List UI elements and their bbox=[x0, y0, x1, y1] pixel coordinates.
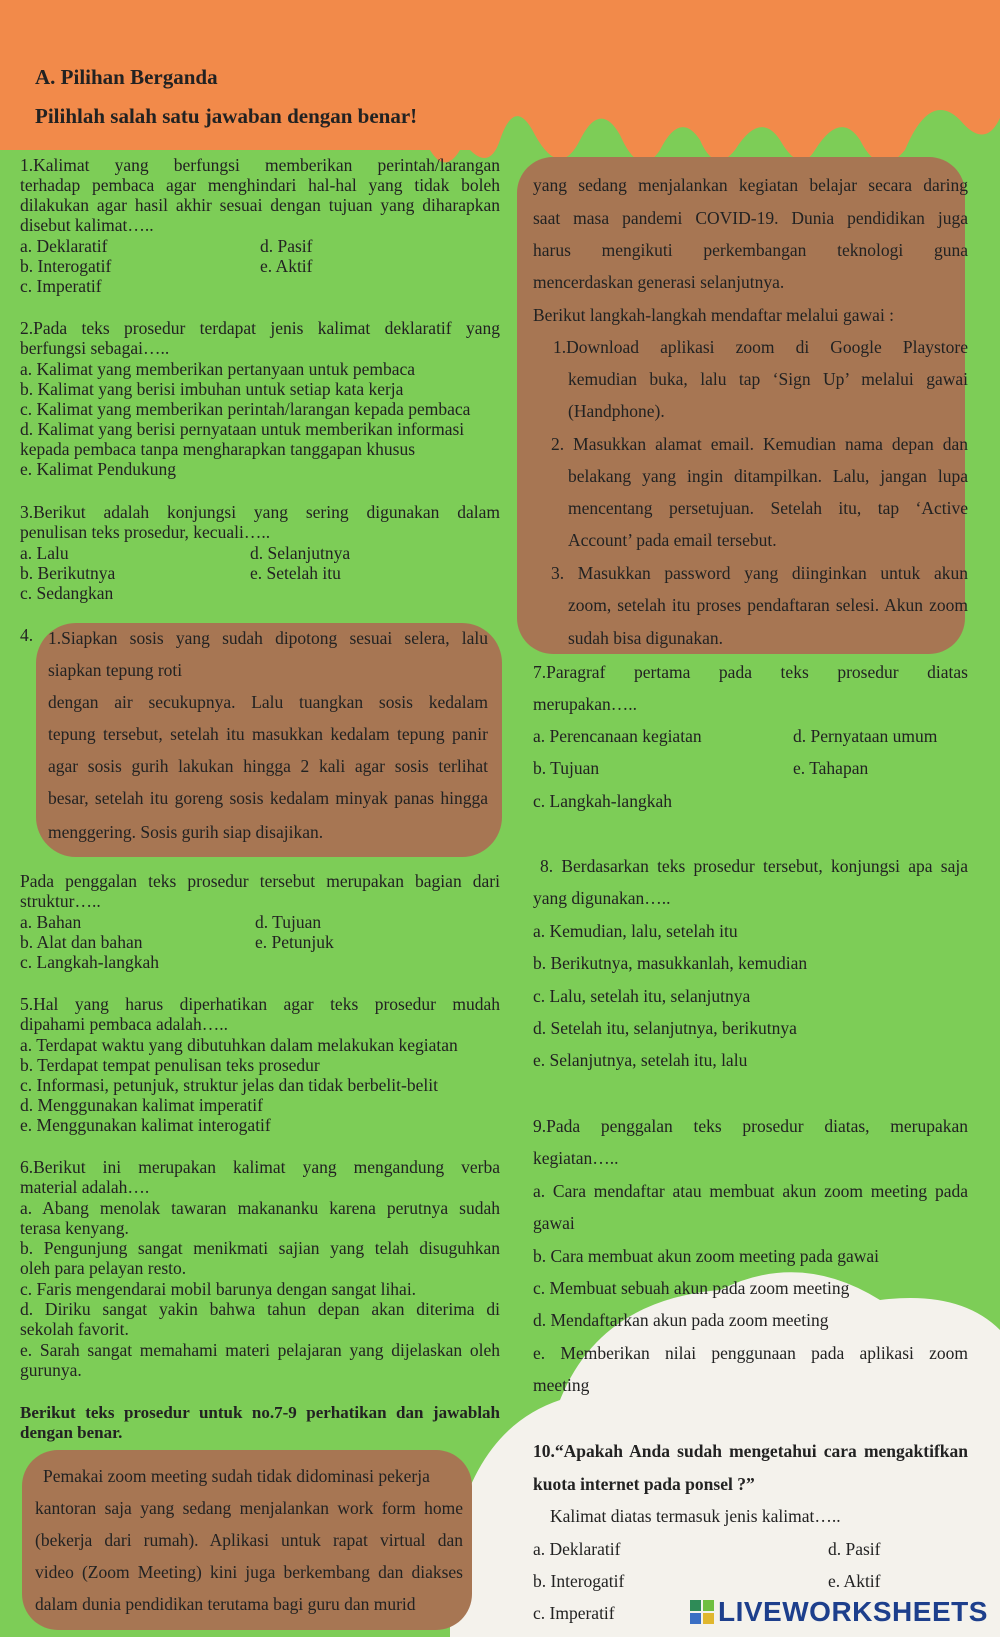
passage-line: 1.Siapkan sosis yang sudah dipotong sesuai selera, lalu bbox=[48, 628, 488, 648]
question-text: terhadap pembaca agar menghindari hal-hal yang tidak boleh bbox=[20, 175, 500, 195]
option-c[interactable]: c. Imperatif bbox=[533, 1603, 615, 1623]
option-c[interactable]: c. Langkah-langkah bbox=[533, 791, 672, 811]
passage-line: Berikut langkah-langkah mendaftar melalui gawai : bbox=[533, 305, 895, 325]
passage-line: kantoran saja yang sedang menjalankan work form home bbox=[35, 1498, 463, 1518]
instruction: Pilihlah salah satu jawaban dengan benar! bbox=[35, 104, 418, 128]
option-a[interactable]: a. Abang menolak tawaran makananku karena perutnya sudah bbox=[20, 1198, 500, 1218]
passage-line: sudah bisa digunakan. bbox=[568, 628, 724, 648]
option-d[interactable]: d. Mendaftarkan akun pada zoom meeting bbox=[533, 1310, 829, 1330]
option-e[interactable]: e. Aktif bbox=[260, 256, 313, 276]
passage-line: Account’ pada email tersebut. bbox=[568, 530, 777, 550]
question-number: 4. bbox=[20, 625, 34, 645]
option-e[interactable]: e. Menggunakan kalimat interogatif bbox=[20, 1115, 271, 1135]
passage-line: mencerdaskan generasi selanjutnya. bbox=[533, 272, 785, 292]
question-text: 3.Berikut adalah konjungsi yang sering digunakan dalam bbox=[20, 502, 500, 522]
brand-name: LIVEWORKSHEETS bbox=[718, 1596, 988, 1627]
option-a-continued: gawai bbox=[533, 1213, 575, 1233]
passage-line: 2. Masukkan alamat email. Kemudian nama depan dan bbox=[551, 434, 968, 454]
passage-line: mencentang persetujuan. Setelah itu, tap ‘Active bbox=[568, 498, 968, 518]
passage-line: (bekerja dari rumah). Aplikasi untuk rapat virtual dan bbox=[35, 1530, 463, 1550]
option-a[interactable]: a. Kemudian, lalu, setelah itu bbox=[533, 921, 738, 941]
option-d[interactable]: d. Kalimat yang berisi pernyataan untuk memberikan informasi bbox=[20, 419, 465, 439]
question-text: struktur….. bbox=[20, 891, 101, 911]
question-text: 2.Pada teks prosedur terdapat jenis kalimat deklaratif yang bbox=[20, 318, 500, 338]
question-text: 10.“Apakah Anda sudah mengetahui cara mengaktifkan bbox=[533, 1441, 968, 1461]
option-b[interactable]: b. Cara membuat akun zoom meeting pada gawai bbox=[533, 1246, 879, 1266]
option-d[interactable]: d. Menggunakan kalimat imperatif bbox=[20, 1095, 263, 1115]
option-a[interactable]: a. Deklaratif bbox=[533, 1539, 621, 1559]
instruction-7-9-continued: dengan benar. bbox=[20, 1423, 123, 1442]
question-text: material adalah…. bbox=[20, 1177, 150, 1197]
option-d[interactable]: d. Tujuan bbox=[255, 912, 322, 932]
passage-line: yang sedang menjalankan kegiatan belajar secara daring bbox=[533, 175, 968, 195]
option-d-continued: sekolah favorit. bbox=[20, 1319, 129, 1339]
passage-line: kemudian buka, lalu tap ‘Sign Up’ melalui gawai bbox=[568, 369, 968, 389]
passage-line: dalam dunia pendidikan terutama bagi guru dan murid bbox=[35, 1594, 416, 1614]
option-d[interactable]: d. Setelah itu, selanjutnya, berikutnya bbox=[533, 1018, 797, 1038]
option-a[interactable]: a. Perencanaan kegiatan bbox=[533, 726, 702, 746]
option-d[interactable]: d. Pasif bbox=[828, 1539, 881, 1559]
passage-line: dengan air secukupnya. Lalu tuangkan sosis kedalam bbox=[48, 692, 488, 712]
option-a[interactable]: a. Cara mendaftar atau membuat akun zoom meeting pada bbox=[533, 1181, 968, 1201]
option-c[interactable]: c. Kalimat yang memberikan perintah/larangan kepada pembaca bbox=[20, 399, 471, 419]
option-b[interactable]: b. Alat dan bahan bbox=[20, 932, 143, 952]
option-d[interactable]: d. Pasif bbox=[260, 236, 313, 256]
option-a[interactable]: a. Terdapat waktu yang dibutuhkan dalam melakukan kegiatan bbox=[20, 1035, 458, 1055]
option-a[interactable]: a. Kalimat yang memberikan pertanyaan untuk pembaca bbox=[20, 359, 416, 379]
passage-line: zoom, setelah itu proses pendaftaran selesi. Akun zoom bbox=[568, 595, 968, 615]
passage-line: (Handphone). bbox=[568, 401, 665, 421]
option-a[interactable]: a. Lalu bbox=[20, 543, 69, 563]
option-c[interactable]: c. Lalu, setelah itu, selanjutnya bbox=[533, 986, 751, 1006]
option-e[interactable]: e. Sarah sangat memahami materi pelajaran yang dijelaskan oleh bbox=[20, 1340, 500, 1360]
passage-line: 3. Masukkan password yang diinginkan untuk akun bbox=[551, 563, 968, 583]
option-e-continued: meeting bbox=[533, 1375, 590, 1395]
section-title: A. Pilihan Berganda bbox=[35, 65, 218, 89]
question-text: kegiatan….. bbox=[533, 1148, 619, 1168]
liveworksheets-logo-icon bbox=[690, 1600, 714, 1624]
option-e[interactable]: e. Aktif bbox=[828, 1571, 881, 1591]
option-b[interactable]: b. Berikutnya, masukkanlah, kemudian bbox=[533, 953, 808, 973]
option-d[interactable]: d. Diriku sangat yakin bahwa tahun depan akan diterima di bbox=[20, 1299, 500, 1319]
option-e[interactable]: e. Selanjutnya, setelah itu, lalu bbox=[533, 1050, 748, 1070]
question-text: yang digunakan….. bbox=[533, 888, 671, 908]
passage-line: harus mengikuti perkembangan teknologi guna bbox=[533, 240, 968, 260]
option-b[interactable]: b. Pengunjung sangat menikmati sajian yang telah disuguhkan bbox=[20, 1238, 500, 1258]
question-text: penulisan teks prosedur, kecuali….. bbox=[20, 522, 271, 542]
option-e[interactable]: e. Petunjuk bbox=[255, 932, 334, 952]
question-text: Pada penggalan teks prosedur tersebut merupakan bagian dari bbox=[20, 871, 500, 891]
option-d-continued: kepada pembaca tanpa mengharapkan tanggapan khusus bbox=[20, 439, 416, 459]
question-text: kuota internet pada ponsel ?” bbox=[533, 1474, 755, 1494]
passage-line: siapkan tepung roti bbox=[48, 660, 183, 680]
option-e[interactable]: e. Tahapan bbox=[793, 758, 869, 778]
question-text: 1.Kalimat yang berfungsi memberikan perintah/larangan bbox=[20, 155, 500, 175]
passage-line: belakang yang ingin ditampilkan. Lalu, jangan lupa bbox=[568, 466, 968, 486]
option-d[interactable]: d. Pernyataan umum bbox=[793, 726, 938, 746]
question-text: disebut kalimat….. bbox=[20, 215, 154, 235]
option-e[interactable]: e. Kalimat Pendukung bbox=[20, 459, 177, 479]
question-text: 8. Berdasarkan teks prosedur tersebut, konjungsi apa saja bbox=[540, 856, 968, 876]
question-text: dipahami pembaca adalah….. bbox=[20, 1014, 228, 1034]
passage-line: tepung tersebut, setelah itu masukkan kedalam tepung panir bbox=[48, 724, 488, 744]
option-d[interactable]: d. Selanjutnya bbox=[250, 543, 351, 563]
question-text: Kalimat diatas termasuk jenis kalimat….. bbox=[550, 1506, 841, 1526]
passage-line: agar sosis gurih lakukan hingga 2 kali agar sosis terlihat bbox=[48, 756, 488, 776]
option-c[interactable]: c. Langkah-langkah bbox=[20, 952, 159, 972]
option-a[interactable]: a. Bahan bbox=[20, 912, 82, 932]
question-text: 7.Paragraf pertama pada teks prosedur diatas bbox=[533, 662, 968, 682]
option-b[interactable]: b. Kalimat yang berisi imbuhan untuk setiap kata kerja bbox=[20, 379, 404, 399]
question-text: 5.Hal yang harus diperhatikan agar teks prosedur mudah bbox=[20, 994, 500, 1014]
option-a-continued: terasa kenyang. bbox=[20, 1218, 129, 1238]
option-b[interactable]: b. Terdapat tempat penulisan teks prosedur bbox=[20, 1055, 320, 1075]
question-text: 6.Berikut ini merupakan kalimat yang mengandung verba bbox=[20, 1157, 500, 1177]
question-text: merupakan….. bbox=[533, 694, 637, 714]
option-b[interactable]: b. Interogatif bbox=[20, 256, 112, 276]
passage-line: Pemakai zoom meeting sudah tidak didominasi pekerja bbox=[43, 1466, 430, 1486]
instruction-7-9: Berikut teks prosedur untuk no.7-9 perhatikan dan jawablah bbox=[20, 1403, 500, 1422]
option-b[interactable]: b. Berikutnya bbox=[20, 563, 116, 583]
option-e[interactable]: e. Memberikan nilai penggunaan pada aplikasi zoom bbox=[533, 1343, 968, 1363]
option-a[interactable]: a. Deklaratif bbox=[20, 236, 108, 256]
option-b-continued: oleh para pelayan resto. bbox=[20, 1258, 187, 1278]
option-c[interactable]: c. Faris mengendarai mobil barunya dengan sangat lihai. bbox=[20, 1279, 417, 1299]
option-c[interactable]: c. Imperatif bbox=[20, 276, 102, 296]
option-c[interactable]: c. Membuat sebuah akun pada zoom meeting bbox=[533, 1278, 850, 1298]
option-b[interactable]: b. Interogatif bbox=[533, 1571, 625, 1591]
option-c[interactable]: c. Informasi, petunjuk, struktur jelas dan tidak berbelit-belit bbox=[20, 1075, 438, 1095]
passage-line: 1.Download aplikasi zoom di Google Playstore bbox=[553, 337, 968, 357]
option-e-continued: gurunya. bbox=[20, 1360, 82, 1380]
option-e[interactable]: e. Setelah itu bbox=[250, 563, 341, 583]
question-text: 9.Pada penggalan teks prosedur diatas, merupakan bbox=[533, 1116, 968, 1136]
option-c[interactable]: c. Sedangkan bbox=[20, 583, 114, 603]
passage-line: besar, setelah itu goreng sosis kedalam minyak panas hingga bbox=[48, 788, 488, 808]
passage-line: video (Zoom Meeting) kini juga berkembang dan diakses bbox=[35, 1562, 463, 1582]
passage-line: saat masa pandemi COVID-19. Dunia pendidikan juga bbox=[533, 208, 968, 228]
question-text: berfungsi sebagai….. bbox=[20, 338, 170, 358]
question-text: dilakukan agar hasil akhir sesuai dengan tujuan yang diharapkan bbox=[20, 195, 500, 215]
option-b[interactable]: b. Tujuan bbox=[533, 758, 600, 778]
passage-line: menggering. Sosis gurih siap disajikan. bbox=[48, 822, 324, 842]
